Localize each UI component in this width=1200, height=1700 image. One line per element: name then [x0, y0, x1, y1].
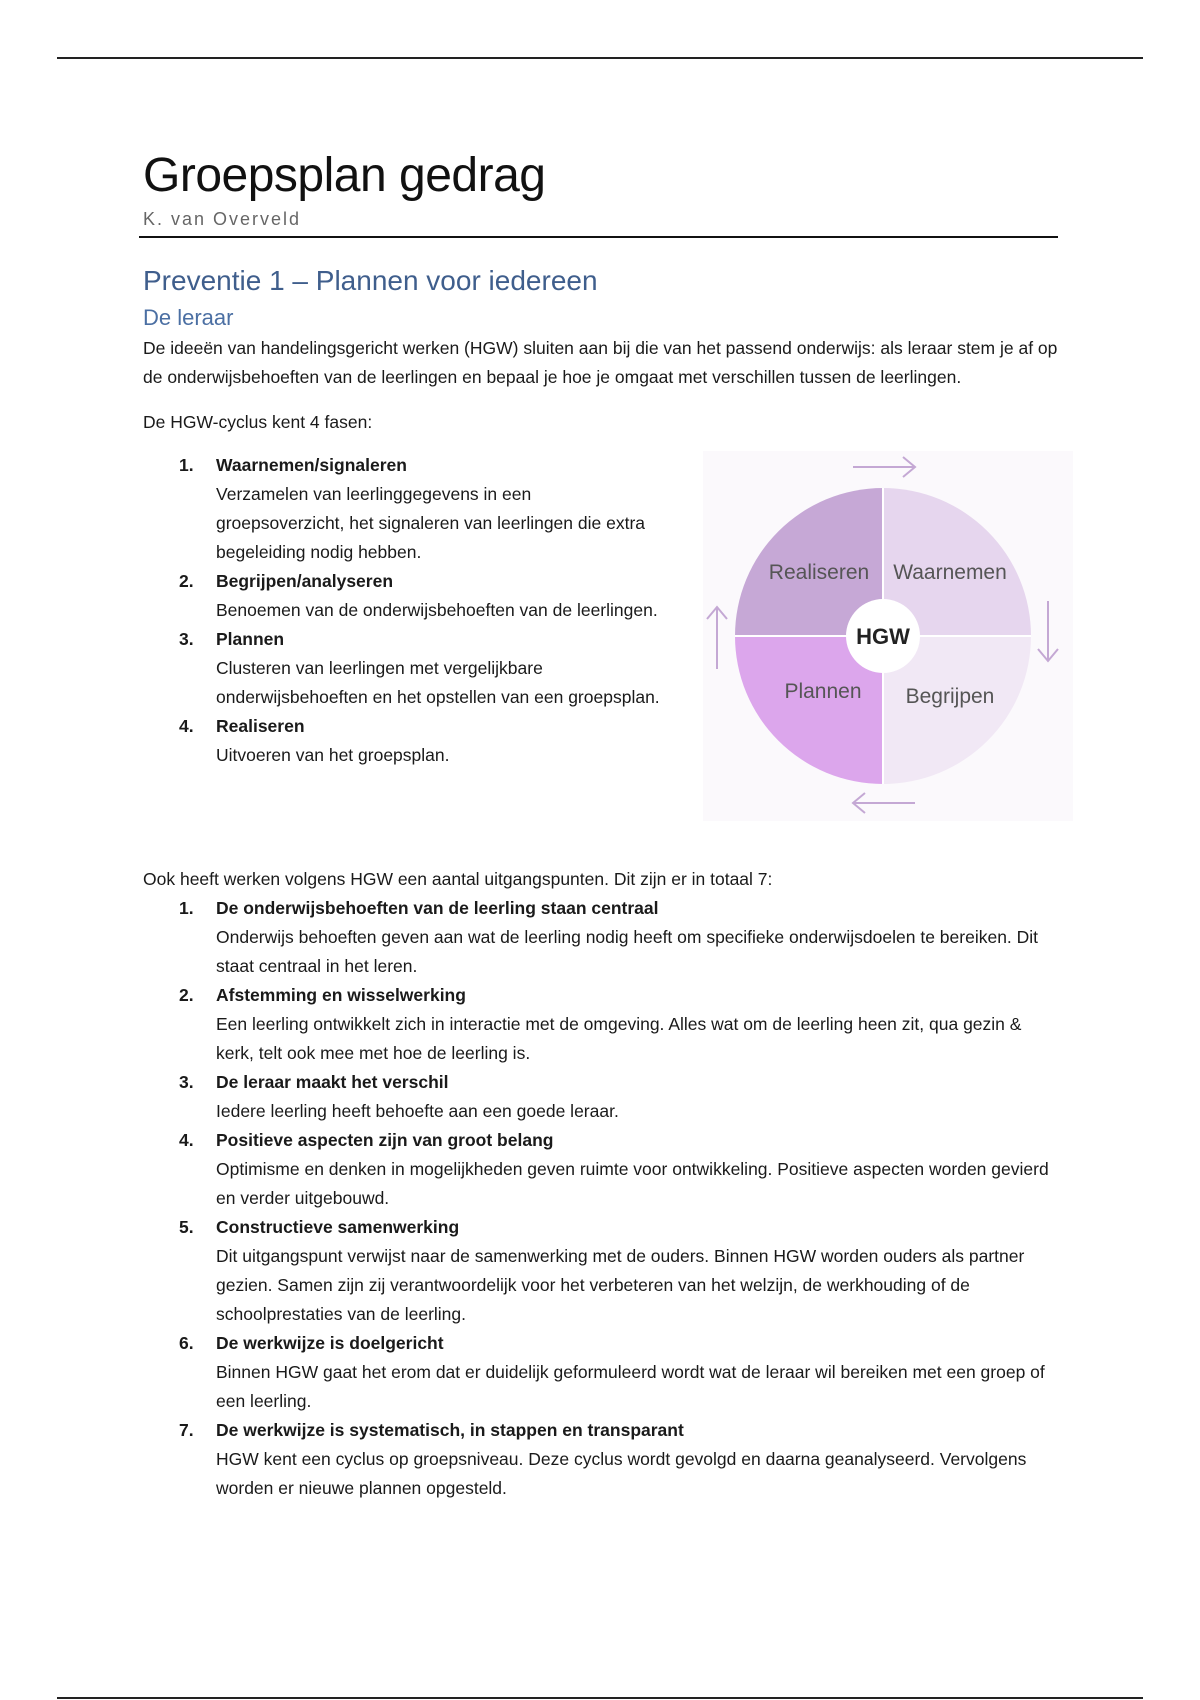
list-item — [143, 1126, 1063, 1213]
principles-intro: Ook heeft werken volgens HGW een aantal uitgangspunten. Dit zijn er in totaal 7: — [143, 869, 773, 889]
list-number: 2. — [179, 985, 194, 1005]
section-subheading: De leraar — [143, 305, 234, 330]
list-number: 2. — [179, 571, 194, 591]
list-item-title: De onderwijsbehoeften van de leerling staan centraal — [216, 898, 659, 918]
document-page — [143, 148, 1063, 1503]
list-item-text: Dit uitgangspunt verwijst naar de samenwerking met de ouders. Binnen HGW worden ouders als partner gezien. Samen zijn zij verantwoordelijk voor het verbeteren van het welzijn, de werkhouding of de schoolprestaties van de leerling. — [216, 1246, 1025, 1324]
list-item-title: De leraar maakt het verschil — [216, 1072, 449, 1092]
center-label: HGW — [856, 624, 910, 649]
page-top-rule — [57, 57, 1143, 59]
list-item-text: Verzamelen van leerlinggegevens in een groepsoverzicht, het signaleren van leerlingen die extra begeleiding nodig hebben. — [216, 484, 646, 562]
list-item — [143, 981, 1063, 1068]
list-item — [143, 451, 663, 567]
list-item-title: Begrijpen/analyseren — [216, 571, 394, 591]
list-item-title: Plannen — [216, 629, 285, 649]
list-item-text: Onderwijs behoeften geven aan wat de leerling nodig heeft om specifieke onderwijsdoelen te bereiken. Dit staat centraal in het leren. — [216, 927, 1039, 976]
list-item — [143, 567, 663, 625]
quadrant-label-waarnemen: Waarnemen — [893, 561, 1007, 584]
list-item — [143, 1416, 1063, 1503]
document-author: K. van Overveld — [143, 209, 302, 229]
list-item-title: De werkwijze is doelgericht — [216, 1333, 444, 1353]
list-number: 1. — [179, 455, 194, 475]
list-item-text: HGW kent een cyclus op groepsniveau. Deze cyclus wordt gevolgd en daarna geanalyseerd. Vervolgens worden er nieuwe plannen opgesteld. — [216, 1449, 1027, 1498]
list-item — [143, 1068, 1063, 1126]
list-item-title: Afstemming en wisselwerking — [216, 985, 466, 1005]
title-divider — [139, 236, 1058, 238]
list-item — [143, 1329, 1063, 1416]
list-item-title: Waarnemen/signaleren — [216, 455, 407, 475]
phases-block — [143, 451, 1063, 849]
list-item-title: Constructieve samenwerking — [216, 1217, 460, 1237]
list-number: 7. — [179, 1420, 194, 1440]
principles-list — [143, 894, 1063, 1503]
quadrant-label-plannen: Plannen — [784, 680, 862, 703]
intro-paragraph: De ideeën van handelingsgericht werken (HGW) sluiten aan bij die van het passend onderwijs: als leraar stem je af op de onderwijsbehoeften van de leerlingen en bepaal je hoe je omgaat met verschillen tussen de leerlingen. — [143, 338, 1058, 387]
list-item-text: Een leerling ontwikkelt zich in interactie met de omgeving. Alles wat om de leerling heen zit, qua gezin & kerk, telt ook mee met hoe de leerling is. — [216, 1014, 1022, 1063]
list-item-text: Binnen HGW gaat het erom dat er duidelijk geformuleerd wordt wat de leraar wil bereiken met een groep of een leerling. — [216, 1362, 1045, 1411]
page-bottom-rule — [57, 1697, 1143, 1699]
list-item — [143, 625, 663, 712]
quadrant-label-begrijpen: Begrijpen — [905, 685, 995, 708]
list-number: 1. — [179, 898, 194, 918]
list-item-title: Positieve aspecten zijn van groot belang — [216, 1130, 554, 1150]
list-item-title: Realiseren — [216, 716, 305, 736]
list-item-text: Clusteren van leerlingen met vergelijkbare onderwijsbehoeften en het opstellen van een groepsplan. — [216, 658, 660, 707]
document-title: Groepsplan gedrag — [143, 149, 546, 202]
list-item-text: Uitvoeren van het groepsplan. — [216, 745, 450, 765]
list-item-title: De werkwijze is systematisch, in stappen en transparant — [216, 1420, 684, 1440]
list-item-text: Benoemen van de onderwijsbehoeften van de leerlingen. — [216, 600, 658, 620]
phases-intro: De HGW-cyclus kent 4 fasen: — [143, 412, 373, 432]
hgw-cycle-diagram — [703, 451, 1073, 821]
list-item-text: Optimisme en denken in mogelijkheden geven ruimte voor ontwikkeling. Positieve aspecten worden gevierd en verder uitgebouwd. — [216, 1159, 1049, 1208]
list-item-text: Iedere leerling heeft behoefte aan een goede leraar. — [216, 1101, 619, 1121]
list-number: 4. — [179, 1130, 194, 1150]
quadrant-label-realiseren: Realiseren — [768, 561, 870, 584]
list-item — [143, 894, 1063, 981]
list-number: 5. — [179, 1217, 194, 1237]
section-heading: Preventie 1 – Plannen voor iedereen — [143, 265, 598, 296]
list-item — [143, 712, 663, 770]
list-number: 3. — [179, 1072, 194, 1092]
phases-list — [143, 451, 663, 770]
list-number: 4. — [179, 716, 194, 736]
list-number: 6. — [179, 1333, 194, 1353]
list-number: 3. — [179, 629, 194, 649]
list-item — [143, 1213, 1063, 1329]
